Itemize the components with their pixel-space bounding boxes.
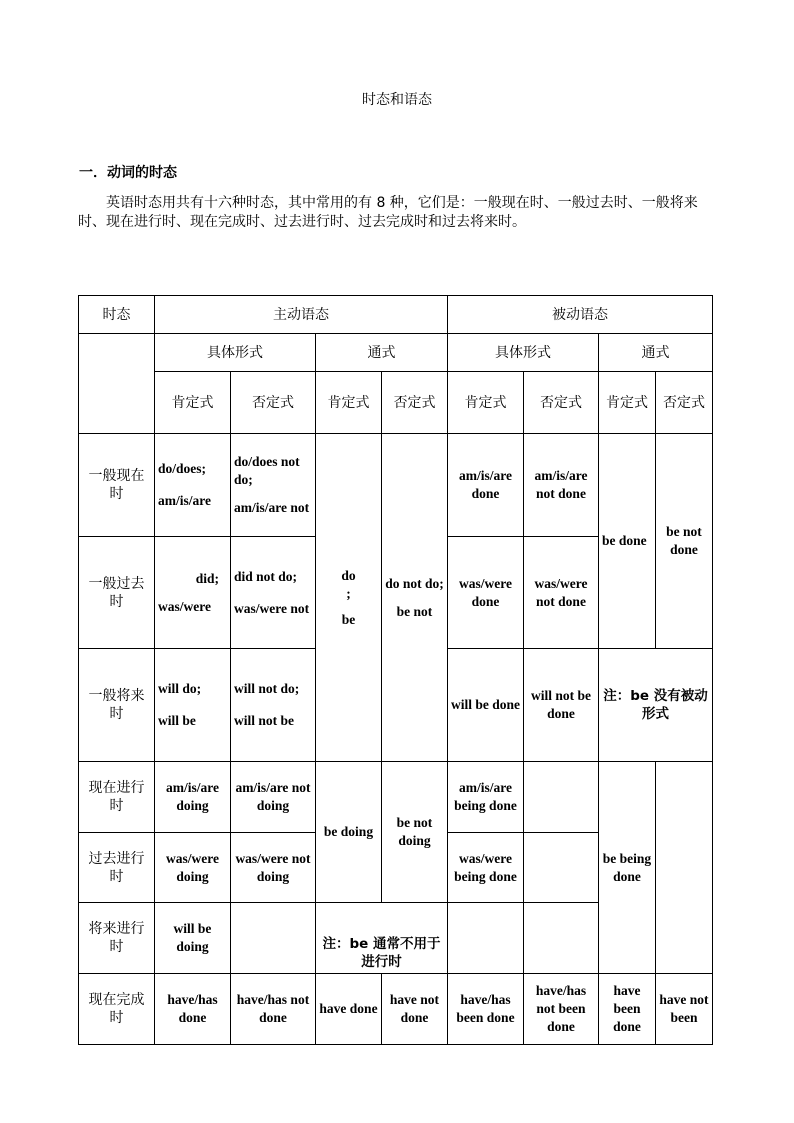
form-text: be not [396, 603, 433, 619]
active-aff-simple-past [155, 537, 231, 649]
passive-aff-simple-past: was/were done [448, 537, 524, 649]
form-text: be [341, 611, 356, 627]
header-passive-general-affirmative: 肯定式 [599, 372, 656, 434]
active-gen-aff-simple [316, 434, 382, 762]
tense-name-future-continuous: 将来进行时 [79, 903, 155, 974]
passive-gen-neg-simple: be not done [656, 434, 713, 649]
active-neg-future-continuous [231, 903, 316, 974]
header-passive-specific: 具体形式 [448, 334, 599, 372]
passive-neg-future-continuous [524, 903, 599, 974]
passive-gen-aff-simple: be done [599, 434, 656, 649]
passive-gen-neg-continuous [656, 762, 713, 974]
active-gen-neg-simple [382, 434, 448, 762]
active-neg-present-continuous: am/is/are not doing [231, 762, 316, 833]
active-neg-present-perfect: have/has not done [231, 974, 316, 1045]
tense-name-present-continuous: 现在进行时 [79, 762, 155, 833]
active-aff-future-continuous: will be doing [155, 903, 231, 974]
passive-aff-present-perfect: have/has been done [448, 974, 524, 1045]
tense-name-simple-present: 一般现在时 [79, 434, 155, 537]
tense-name-present-perfect: 现在完成时 [79, 974, 155, 1045]
passive-gen-aff-continuous: be being done [599, 762, 656, 974]
form-text: was/were not [234, 600, 310, 616]
active-aff-present-perfect: have/has done [155, 974, 231, 1045]
header-active-voice: 主动语态 [155, 296, 448, 334]
header-active-specific-affirmative: 肯定式 [155, 372, 231, 434]
form-text: am/is/are not [234, 500, 310, 515]
header-tense: 时态 [79, 296, 155, 334]
active-neg-simple-future [231, 649, 316, 762]
header-active-specific-negative: 否定式 [231, 372, 316, 434]
tense-name-past-continuous: 过去进行时 [79, 833, 155, 903]
passive-gen-neg-perfect: have not been [656, 974, 713, 1045]
active-neg-simple-present [231, 434, 316, 537]
note-no-passive: 注：be 没有被动形式 [599, 649, 713, 762]
tense-name-simple-future: 一般将来时 [79, 649, 155, 762]
passive-neg-past-continuous [524, 833, 599, 903]
form-text: do [341, 567, 356, 583]
header-passive-voice: 被动语态 [448, 296, 713, 334]
form-text: did not do; [234, 568, 298, 584]
form-text: will do; [158, 681, 202, 696]
header-blank [79, 334, 155, 434]
form-text: do/does not do; [234, 454, 300, 487]
active-gen-aff-continuous: be doing [316, 762, 382, 903]
header-passive-specific-negative: 否定式 [524, 372, 599, 434]
form-separator: ; [346, 585, 351, 601]
form-text: do/does; [158, 461, 207, 476]
header-passive-specific-affirmative: 肯定式 [448, 372, 524, 434]
active-gen-aff-perfect: have done [316, 974, 382, 1045]
passive-aff-past-continuous: was/were being done [448, 833, 524, 903]
form-text: do not do; [385, 575, 444, 591]
passive-neg-simple-past: was/were not done [524, 537, 599, 649]
header-active-general-negative: 否定式 [382, 372, 448, 434]
header-passive-general: 通式 [599, 334, 713, 372]
passive-neg-simple-present: am/is/are not done [524, 434, 599, 537]
passive-aff-simple-future: will be done [448, 649, 524, 762]
header-active-general: 通式 [316, 334, 448, 372]
passive-aff-present-continuous: am/is/are being done [448, 762, 524, 833]
active-neg-past-continuous: was/were not doing [231, 833, 316, 903]
form-text: will not do; [234, 681, 300, 696]
tense-name-simple-past: 一般过去时 [79, 537, 155, 649]
form-text: will not be [234, 713, 295, 728]
tense-voice-table [78, 295, 713, 1045]
header-passive-general-negative: 否定式 [656, 372, 713, 434]
active-aff-simple-future [155, 649, 231, 762]
active-gen-neg-perfect: have not done [382, 974, 448, 1045]
passive-neg-simple-future: will not be done [524, 649, 599, 762]
active-neg-simple-past [231, 537, 316, 649]
active-aff-simple-present [155, 434, 231, 537]
active-aff-present-continuous: am/is/are doing [155, 762, 231, 833]
form-text: did; [195, 570, 219, 586]
form-text: was/were [158, 598, 211, 614]
passive-neg-present-perfect: have/has not been done [524, 974, 599, 1045]
note-no-continuous: 注：be 通常不用于进行时 [316, 903, 448, 974]
passive-aff-future-continuous [448, 903, 524, 974]
intro-paragraph: 英语时态用共有十六种时态，其中常用的有 8 种，它们是：一般现在时、一般过去时、一般将来时、现在进行时、现在完成时、过去进行时、过去完成时和过去将来时。 [78, 195, 698, 230]
section-heading: 一．动词的时态 [79, 165, 177, 181]
active-gen-neg-continuous: be not doing [382, 762, 448, 903]
header-active-specific: 具体形式 [155, 334, 316, 372]
form-text: will be [158, 713, 196, 728]
passive-gen-aff-perfect: have been done [599, 974, 656, 1045]
document-title: 时态和语态 [362, 92, 432, 108]
passive-neg-present-continuous [524, 762, 599, 833]
form-text: am/is/are [158, 493, 211, 508]
passive-aff-simple-present: am/is/are done [448, 434, 524, 537]
header-active-general-affirmative: 肯定式 [316, 372, 382, 434]
active-aff-past-continuous: was/were doing [155, 833, 231, 903]
